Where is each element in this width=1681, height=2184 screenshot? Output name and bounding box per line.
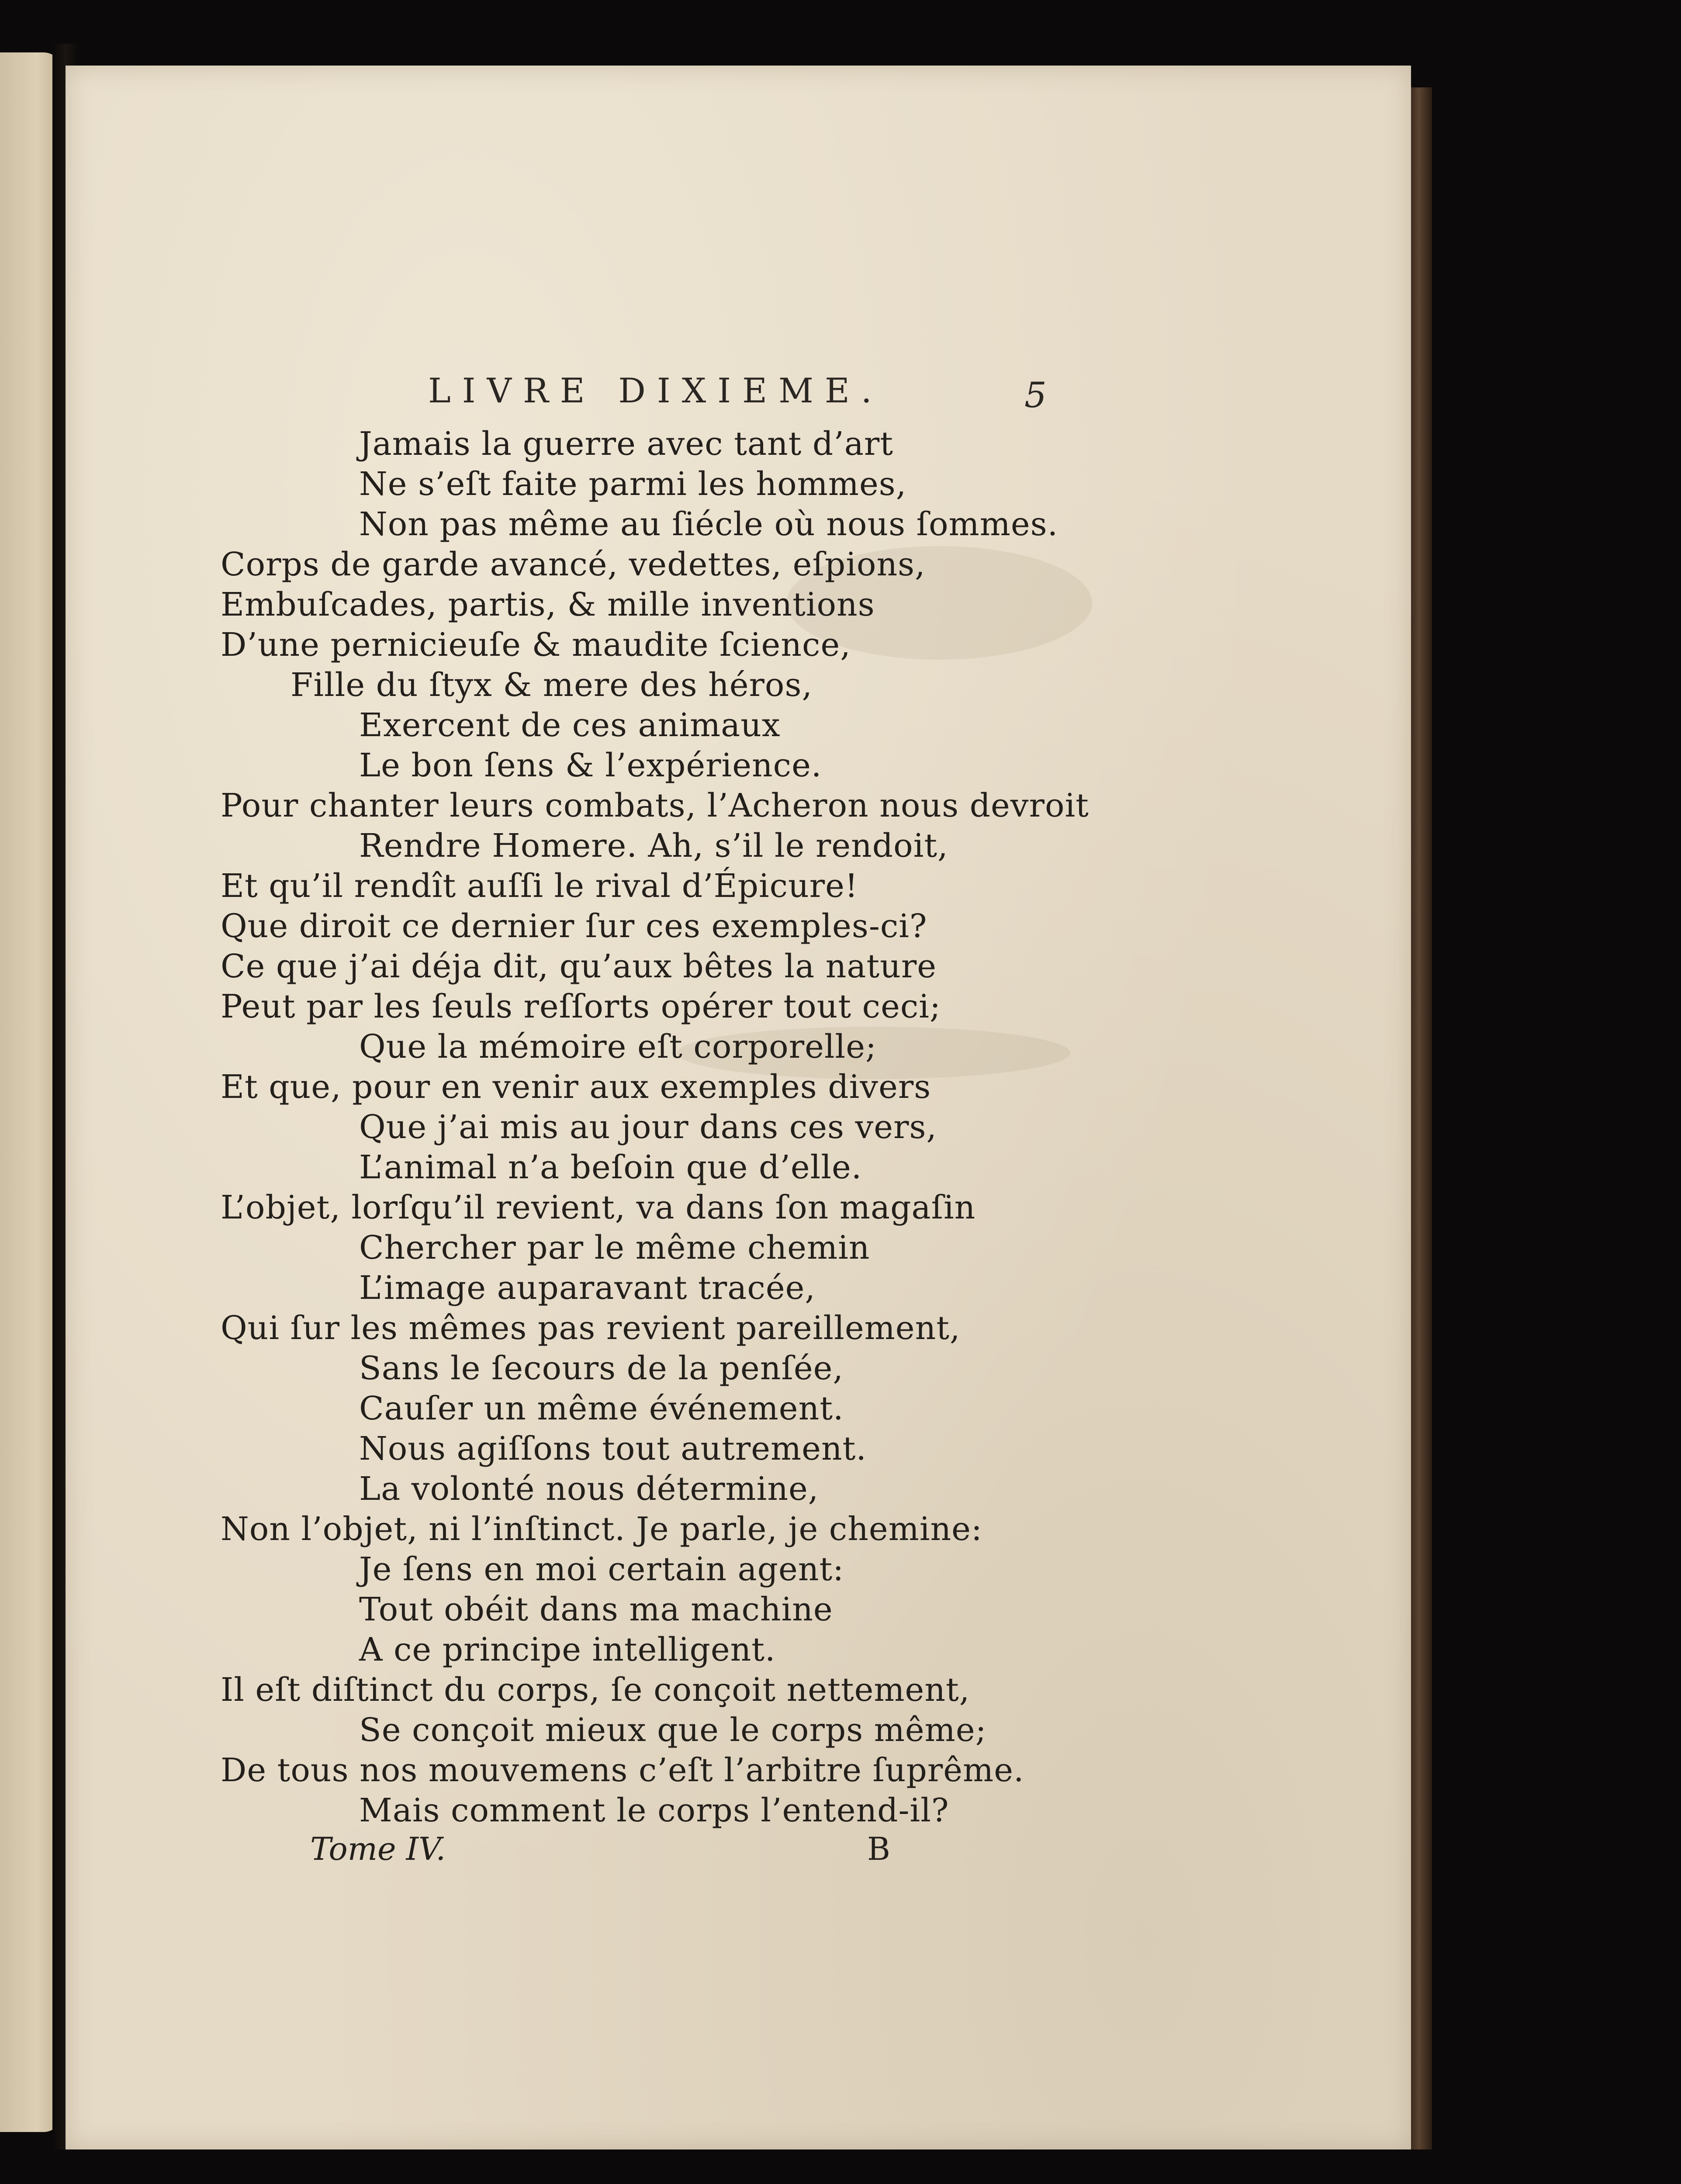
- verse-line: Je ſens en moi certain agent:: [359, 1551, 844, 1588]
- verse-line: Sans le ſecours de la penſée,: [359, 1350, 844, 1387]
- verse-line: Non pas même au ſiécle où nous ſommes.: [359, 505, 1058, 543]
- book-page: [66, 66, 1411, 2149]
- verse-line: Le bon ſens & l’expérience.: [359, 747, 822, 784]
- verse-line: Fille du ſtyx & mere des héros,: [291, 666, 813, 704]
- verse-line: Que j’ai mis au jour dans ces vers,: [359, 1108, 937, 1146]
- verse-line: Rendre Homere. Ah, s’il le rendoit,: [359, 827, 948, 865]
- verse-line: Il eſt diſtinct du corps, ſe conçoit nettement,: [221, 1671, 970, 1709]
- verse-line: Ce que j’ai déja dit, qu’aux bêtes la nature: [221, 948, 937, 985]
- verse-line: Cauſer un même événement.: [359, 1390, 844, 1427]
- running-header: [66, 371, 1411, 424]
- verse-line: Non l’objet, ni l’inſtinct. Je parle, je chemine:: [221, 1510, 982, 1548]
- verse-line: Corps de garde avancé, vedettes, eſpions,: [221, 546, 926, 583]
- verse-line: Tout obéit dans ma machine: [359, 1591, 833, 1628]
- facing-page-edge: [0, 52, 61, 2132]
- verse-line: Embuſcades, partis, & mille inventions: [221, 586, 875, 623]
- verse-line: Jamais la guerre avec tant d’art: [359, 425, 894, 463]
- verse-line: Nous agiſſons tout autrement.: [359, 1430, 867, 1468]
- verse-line: De tous nos mouvemens c’eſt l’arbitre ſuprême.: [221, 1751, 1024, 1789]
- verse-line: L’animal n’a beſoin que d’elle.: [359, 1149, 862, 1186]
- verse-line: Se conçoit mieux que le corps même;: [359, 1711, 987, 1749]
- verse-line: La volonté nous détermine,: [359, 1470, 819, 1508]
- verse-line: Ne s’eſt faite parmi les hommes,: [359, 465, 907, 503]
- page-footer: [66, 1831, 1411, 1874]
- verse-line: Chercher par le même chemin: [359, 1229, 870, 1267]
- page-number: 5: [1024, 375, 1047, 415]
- running-title: LIVRE DIXIEME.: [428, 371, 883, 411]
- verse-line: Peut par les ſeuls reſſorts opérer tout ceci;: [221, 988, 941, 1025]
- verse-line: A ce principe intelligent.: [359, 1631, 776, 1668]
- verse-line: Que la mémoire eſt corporelle;: [359, 1028, 877, 1066]
- verse-line: D’une pernicieuſe & maudite ſcience,: [221, 626, 851, 664]
- verse-line: Que diroit ce dernier ſur ces exemples-ci?: [221, 907, 927, 945]
- verse-line: L’objet, lorſqu’il revient, va dans ſon magaſin: [221, 1189, 976, 1226]
- verse-line: Exercent de ces animaux: [359, 706, 781, 744]
- volume-label: Tome IV.: [310, 1831, 446, 1867]
- verse-line: Pour chanter leurs combats, l’Acheron nous devroit: [221, 787, 1089, 824]
- signature-mark: B: [867, 1831, 890, 1867]
- book-cover-edge: [1410, 87, 1432, 2149]
- verse-line: Et que, pour en venir aux exemples divers: [221, 1068, 931, 1106]
- verse-line: Qui ſur les mêmes pas revient pareillement,: [221, 1309, 961, 1347]
- verse-line: Et qu’il rendît auſſi le rival d’Épicure!: [221, 867, 858, 905]
- verse-line: L’image auparavant tracée,: [359, 1269, 816, 1307]
- verse-line: Mais comment le corps l’entend-il?: [359, 1792, 949, 1829]
